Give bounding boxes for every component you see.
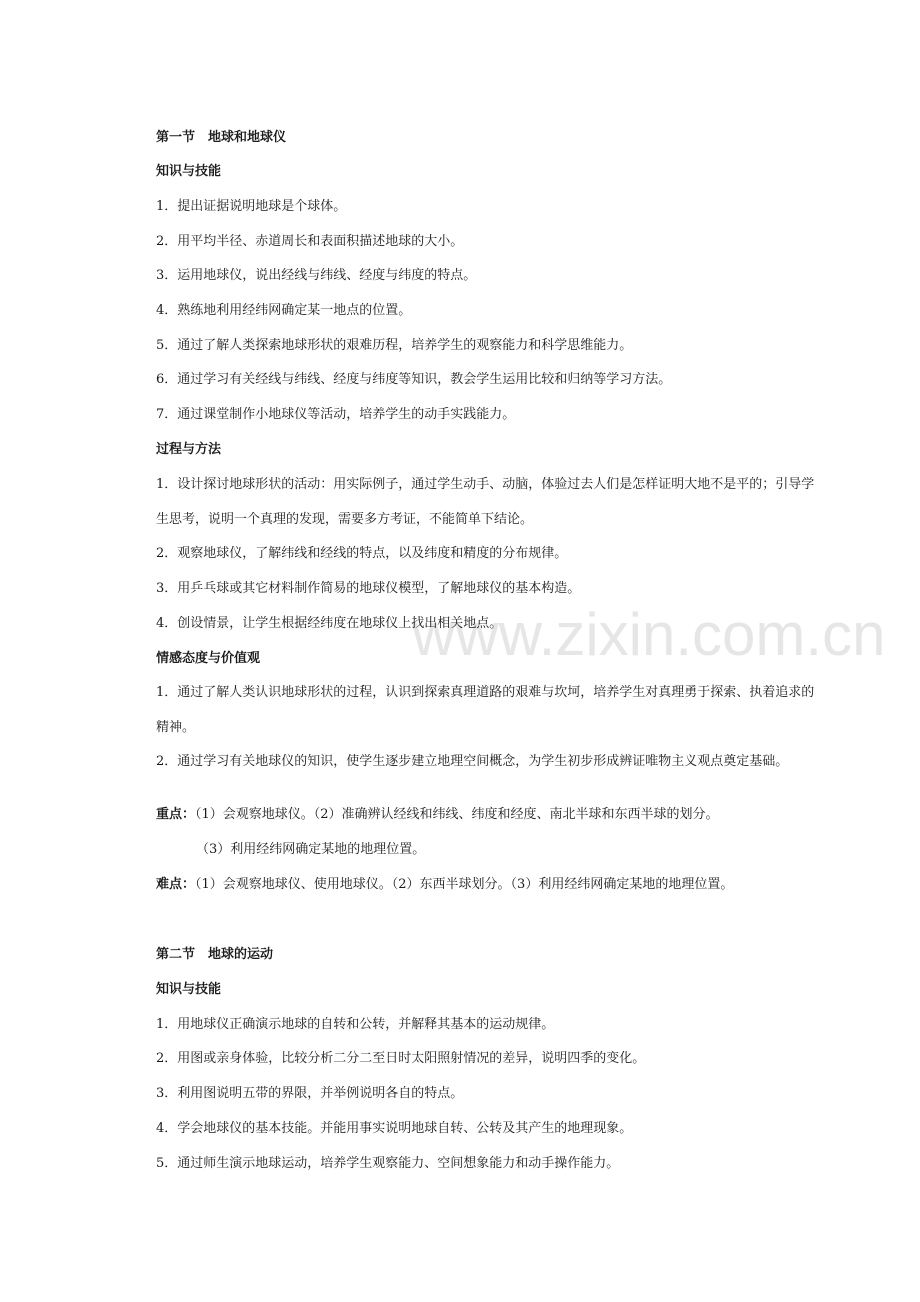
- list-item: 精神。: [156, 720, 196, 735]
- list-item: 2．用图或亲身体验，比较分析二分二至日时太阳照射情况的差异，说明四季的变化。: [156, 1051, 646, 1066]
- section1-title: 第一节 地球和地球仪: [156, 130, 287, 145]
- watermark: www.zixin.com.cn: [412, 601, 886, 668]
- list-item: 生思考，说明一个真理的发现，需要多方考证，不能简单下结论。: [156, 512, 534, 527]
- list-item: 4．熟练地利用经纬网确定某一地点的位置。: [156, 303, 412, 318]
- section1-knowledge-heading: 知识与技能: [156, 164, 222, 179]
- section2-title: 第二节 地球的运动: [156, 947, 274, 962]
- key-points-text: （1）会观察地球仪。（2）准确辨认经线和纬线、纬度和经度、南北半球和东西半球的划分。: [195, 807, 719, 822]
- list-item: 3．用乒乓球或其它材料制作简易的地球仪模型，了解地球仪的基本构造。: [156, 581, 581, 596]
- key-points-label: 重点：: [156, 807, 196, 822]
- list-item: 4．创设情景，让学生根据经纬度在地球仪上找出相关地点。: [156, 616, 503, 631]
- list-item: 3．利用图说明五带的界限，并举例说明各自的特点。: [156, 1086, 464, 1101]
- list-item: 1．提出证据说明地球是个球体。: [156, 199, 347, 214]
- list-item: 2．通过学习有关地球仪的知识，使学生逐步建立地理空间概念，为学生初步形成辨证唯物主义观点奠定基础。: [156, 754, 789, 769]
- key-points-line1: [156, 807, 719, 823]
- section1-emotion-heading: 情感态度与价值观: [156, 651, 261, 666]
- difficulties-text: （1）会观察地球仪、使用地球仪。（2）东西半球划分。（3）利用经纬网确定某地的地理位置。: [195, 877, 734, 892]
- difficulties-label: 难点：: [156, 877, 196, 892]
- list-item: 1．设计探讨地球形状的活动：用实际例子，通过学生动手、动脑，体验过去人们是怎样证明大地不是平的；引导学: [156, 477, 815, 492]
- key-points-line2: （3）利用经纬网确定某地的地理位置。: [196, 842, 426, 857]
- list-item: 1．通过了解人类认识地球形状的过程，认识到探索真理道路的艰难与坎坷，培养学生对真理勇于探索、执着追求的: [156, 685, 815, 700]
- section2-knowledge-heading: 知识与技能: [156, 982, 222, 997]
- list-item: 3．运用地球仪，说出经线与纬线、经度与纬度的特点。: [156, 268, 477, 283]
- list-item: 6．通过学习有关经线与纬线、经度与纬度等知识，教会学生运用比较和归纳等学习方法。: [156, 372, 672, 387]
- list-item: 5．通过了解人类探索地球形状的艰难历程，培养学生的观察能力和科学思维能力。: [156, 338, 633, 353]
- list-item: 2．观察地球仪，了解纬线和经线的特点，以及纬度和精度的分布规律。: [156, 546, 568, 561]
- difficulties-line: [156, 877, 733, 893]
- list-item: 1．用地球仪正确演示地球的自转和公转，并解释其基本的运动规律。: [156, 1017, 555, 1032]
- list-item: 2．用平均半径、赤道周长和表面积描述地球的大小。: [156, 234, 464, 249]
- list-item: 4．学会地球仪的基本技能。并能用事实说明地球自转、公转及其产生的地理现象。: [156, 1121, 633, 1136]
- section1-process-heading: 过程与方法: [156, 442, 222, 457]
- list-item: 5．通过师生演示地球运动，培养学生观察能力、空间想象能力和动手操作能力。: [156, 1156, 620, 1171]
- list-item: 7．通过课堂制作小地球仪等活动，培养学生的动手实践能力。: [156, 407, 516, 422]
